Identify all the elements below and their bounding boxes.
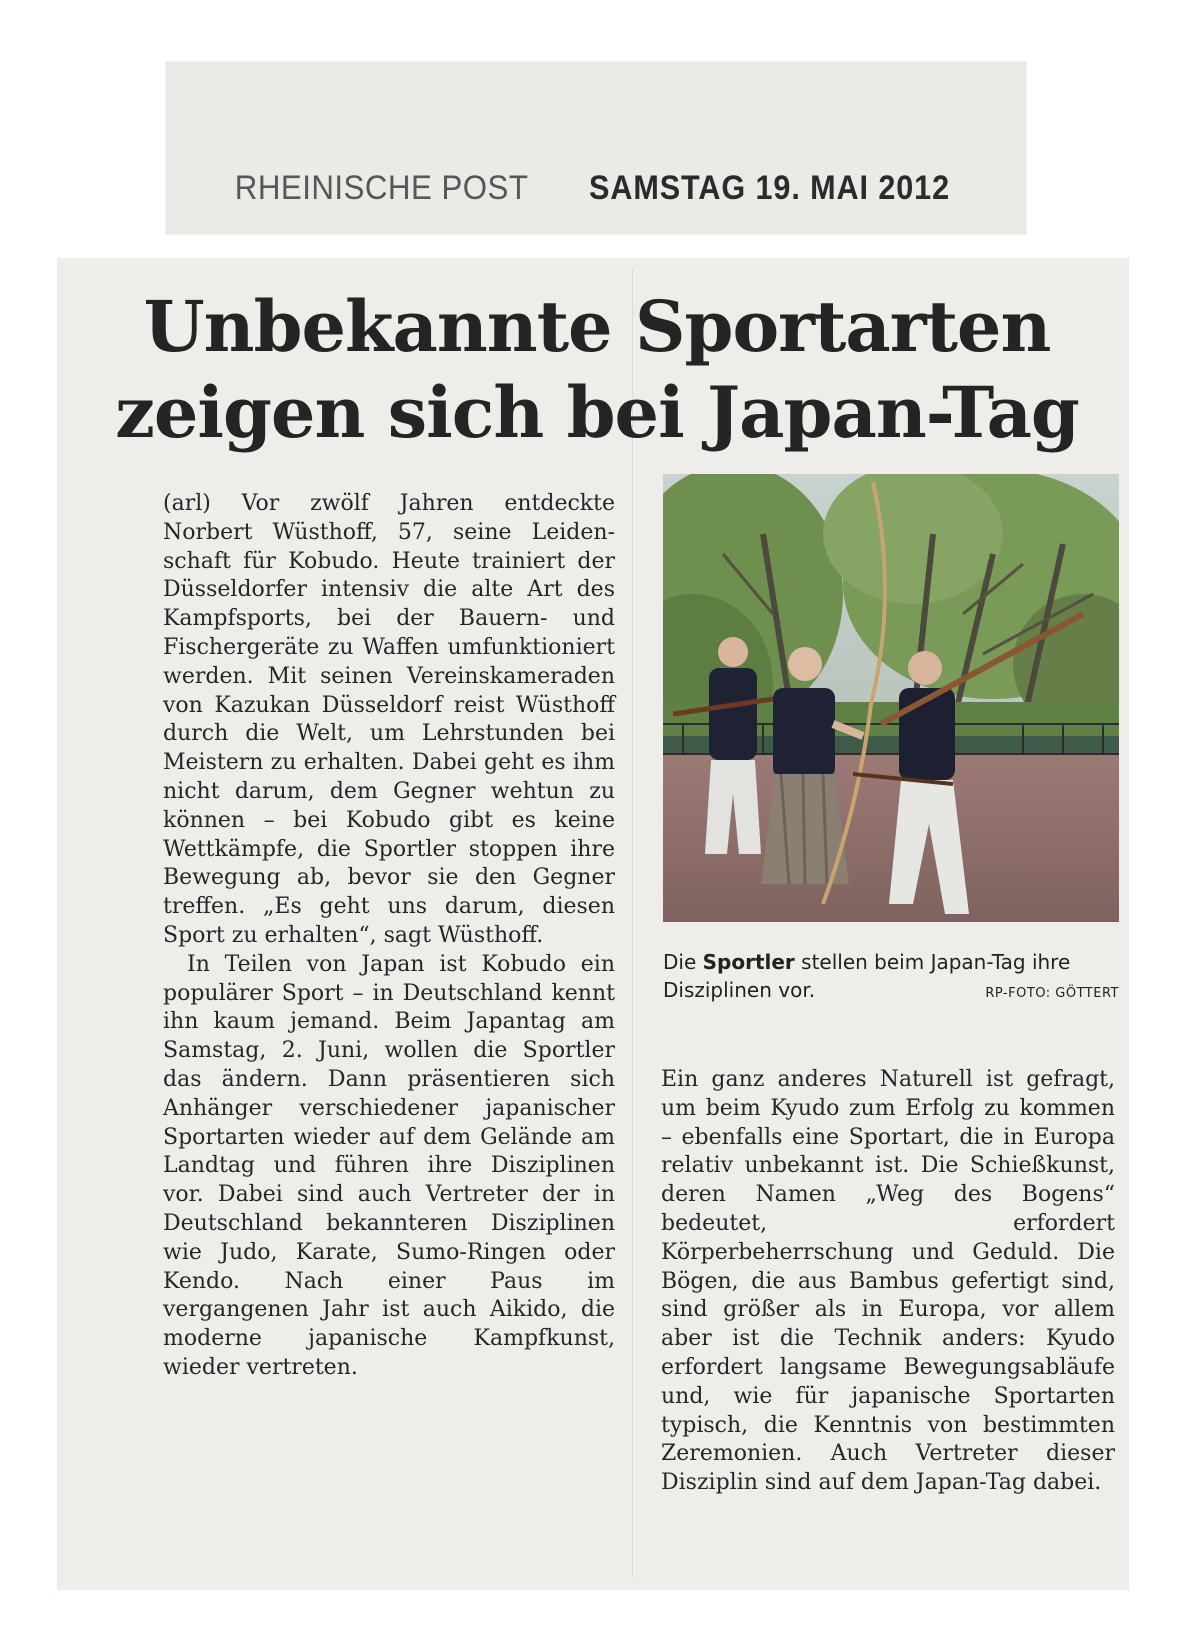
masthead-strip [166, 62, 1026, 234]
caption-text: stellen beim Japan-Tag ihre Disziplinen vor. [663, 950, 1071, 1002]
headline [87, 284, 1107, 456]
caption-lead: Die [663, 950, 703, 974]
paragraph-japantag: In Teilen von Japan ist Kobudo ein populärer Sport – in Deutschland kennt ihn kaum jemand. Beim Japantag am Samstag, 2. Juni, wollen die Sportler das ändern. Dann präsentieren sich Anhänger verschiedener japanischer Sportarten wieder auf dem Gelände am Landtag und führen ihre Disziplinen vor. Dabei sind auch Vertreter der in Deutschland bekannteren Disziplinen wie Judo, Karate, Sumo-Ringen oder Kendo. Nach einer Paus im vergangenen Jahr ist auch Aikido, die moderne japanische Kampfkunst, wieder vertreten. [163, 951, 615, 1380]
headline-line-1: Unbekannte Sportarten [143, 285, 1051, 368]
paragraph-kyudo: Ein ganz anderes Naturell ist gefragt, um beim Kyudo zum Erfolg zu kommen – ebenfalls eine Sportart, die in Europa relativ unbekannt ist. Die Schießkunst, deren Namen „Weg des Bogens“ bedeutet, erfordert Körperbeherrschung und Geduld. Die Bögen, die aus Bambus gefertigt sind, sind größer als in Europa, vor allem aber ist die Technik anders: Kyudo erfordert langsame Bewegungsabläufe und, wie für japanische Sportarten typisch, die Kenntnis von bestimmten Zeremonien. Auch Vertreter dieser Disziplin sind auf dem Japan-Tag dabei. [661, 1067, 1115, 1496]
paragraph-kobudo: (arl) Vor zwölf Jahren entdeckte Norbert Wüsthoff, 57, seine Leidenschaft für Kobudo. Heute trainiert der Düsseldorfer intensiv die alte Art des Kampfsports, bei der Bauern- und Fischergeräte zu Waffen umfunktioniert werden. Mit seinen Vereinskameraden von Kazukan Düsseldorf reist Wüsthoff durch die Welt, um Lehrstunden bei Meistern zu erhalten. Dabei geht es ihm nicht darum, dem Gegner wehtun zu können – bei Kobudo gibt es keine Wettkämpfe, die Sportler stoppen ihre Bewegung ab, bevor sie den Gegner treffen. „Es geht uns darum, diesen Sport zu erhalten“, sagt Wüsthoff. [163, 491, 615, 948]
article-body-right [661, 1066, 1115, 1498]
newspaper-name: RHEINISCHE POST [234, 169, 529, 207]
article-clipping [57, 258, 1129, 1590]
column-rule [632, 268, 633, 1578]
photo-credit: RP-FOTO: GÖTTERT [985, 986, 1119, 1001]
photo-caption [663, 948, 1119, 1008]
headline-line-2: zeigen sich bei Japan-Tag [115, 371, 1079, 454]
archers-photo [663, 474, 1119, 922]
caption-bold-word: Sportler [702, 950, 795, 974]
archers-photo-image [663, 474, 1119, 922]
article-body-left [163, 490, 615, 1383]
masthead [166, 169, 1026, 208]
issue-date: SAMSTAG 19. MAI 2012 [589, 169, 951, 207]
